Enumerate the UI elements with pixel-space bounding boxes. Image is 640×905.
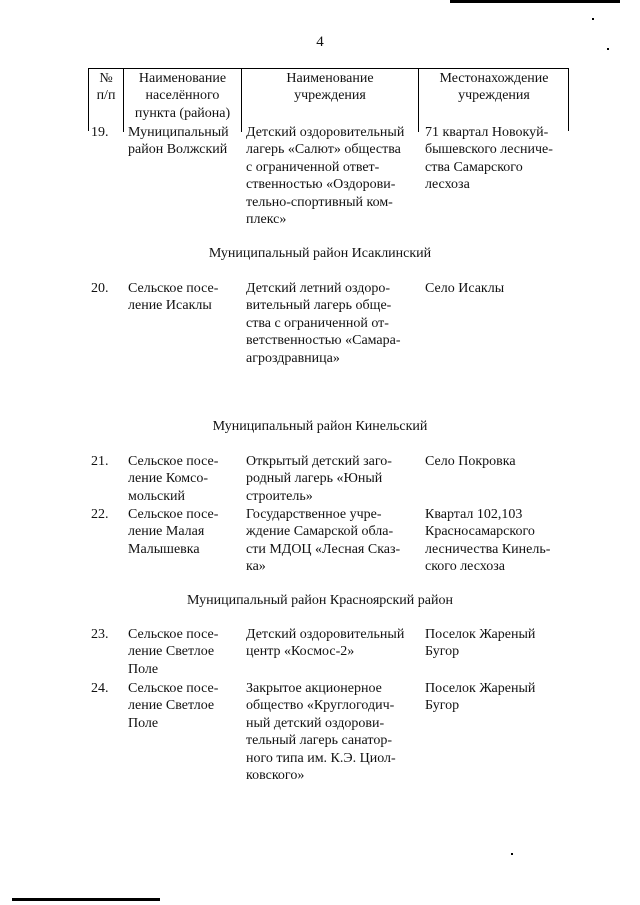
header-number: № п/п: [96, 71, 116, 104]
row-institution: Детский летний оздоро- вительный лагерь обще- ства с ограниченной от- ветственностью «Самара- агроздравница»: [246, 281, 401, 366]
row-settlement: Сельское посе- ление Светлое Поле: [128, 681, 219, 731]
row-settlement: Сельское посе- ление Малая Малышевка: [128, 507, 219, 557]
row-location: Поселок Жареный Бугор: [425, 681, 536, 714]
row-institution: Государственное учре- ждение Самарской обла- сти МДОЦ «Лесная Сказ- ка»: [246, 507, 401, 575]
row-settlement: Муниципальный район Волжский: [128, 125, 229, 158]
row-institution: Детский оздоровительный центр «Космос-2»: [246, 627, 405, 660]
row-number: 20.: [91, 281, 109, 296]
scan-edge-line: [12, 898, 160, 901]
row-location: Село Исаклы: [425, 281, 505, 296]
row-settlement: Сельское посе- ление Светлое Поле: [128, 627, 219, 677]
header-institution: Наименование учреждения: [241, 69, 418, 132]
row-location: Поселок Жареный Бугор: [425, 627, 536, 660]
row-settlement: Сельское посе- ление Комсо- мольский: [128, 454, 219, 504]
row-location: Квартал 102,103 Красносамарского лесничества Кинель- ского лесхоза: [425, 507, 551, 575]
section-title: Муниципальный район Исаклинский: [208, 246, 432, 261]
row-number: 24.: [91, 681, 109, 696]
row-institution: Открытый детский заго- родный лагерь «Юный строитель»: [246, 454, 392, 504]
row-institution: Детский оздоровительный лагерь «Салют» общества с ограниченной ответ- ственностью «Оздорови- тельно-спортивный ком- плекс»: [246, 125, 405, 228]
scan-speck: [592, 18, 594, 20]
page-number: 4: [316, 34, 324, 50]
header-settlement: Наименование населённого пункта (района): [123, 69, 241, 132]
row-location: Село Покровка: [425, 454, 516, 469]
row-number: 21.: [91, 454, 109, 469]
row-settlement: Сельское посе- ление Исаклы: [128, 281, 219, 314]
row-number: 22.: [91, 507, 109, 522]
section-title: Муниципальный район Красноярский район: [187, 593, 453, 608]
scan-speck: [511, 853, 513, 855]
header-location: Местонахождение учреждения: [418, 69, 569, 132]
row-number: 23.: [91, 627, 109, 642]
row-institution: Закрытое акционерное общество «Круглогодич- ный детский оздорови- тельный лагерь санатор- ного типа им. К.Э. Циол- ковского»: [246, 681, 396, 784]
row-number: 19.: [91, 125, 109, 140]
section-title: Муниципальный район Кинельский: [212, 419, 428, 434]
row-location: 71 квартал Новокуй- бышевского лесниче- ства Самарского лесхоза: [425, 125, 553, 193]
scan-edge-line: [450, 0, 620, 3]
table-header: [88, 68, 569, 131]
